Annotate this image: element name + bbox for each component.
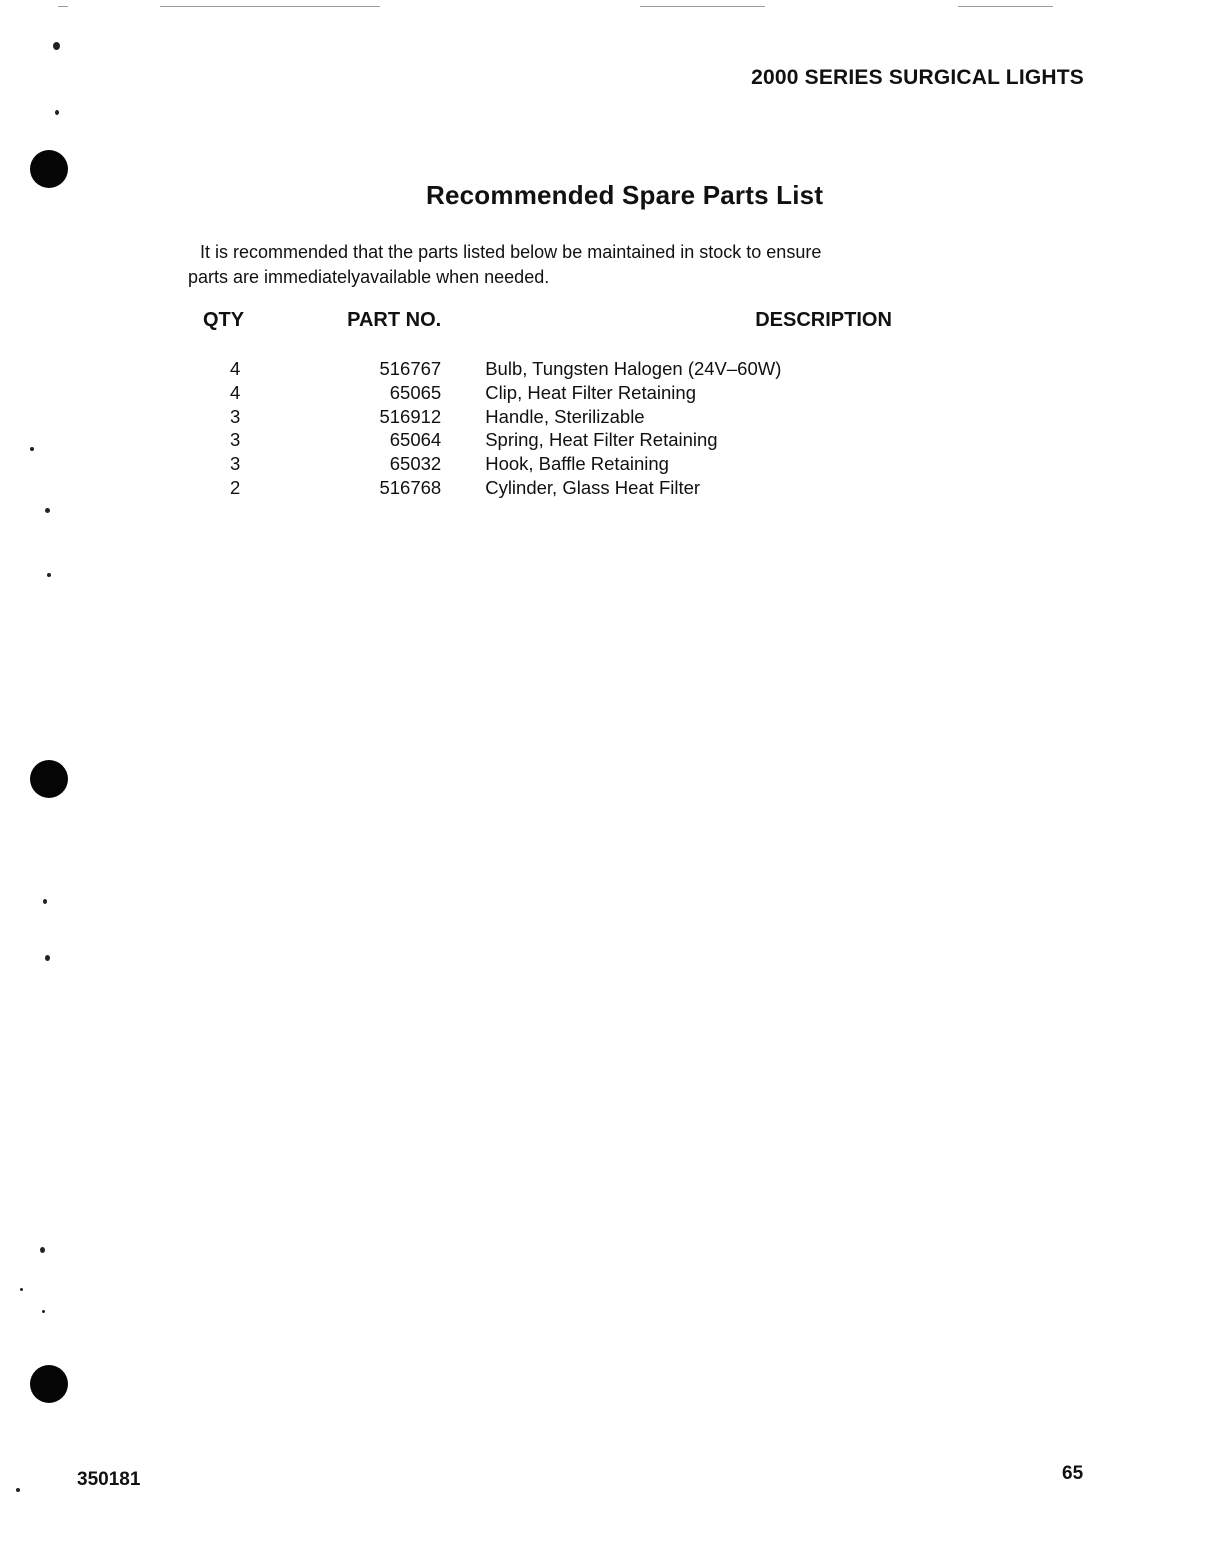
document-number: 350181 [77, 1469, 141, 1490]
column-header-qty: QTY [203, 309, 245, 331]
table-body [195, 339, 892, 500]
part-no-cell: 65032 [389, 453, 442, 475]
column-header-part-no: PART NO. [347, 309, 442, 331]
description-cell: Cylinder, Glass Heat Filter [485, 476, 701, 498]
scan-artifact [58, 6, 68, 7]
page-title: Recommended Spare Parts List [426, 180, 824, 210]
qty-cell: 3 [230, 405, 241, 427]
scan-speck [16, 1488, 20, 1492]
part-no-cell: 516768 [379, 476, 442, 498]
part-no-cell: 65064 [389, 429, 442, 451]
intro-paragraph [188, 240, 928, 290]
scan-speck [45, 955, 50, 961]
description-cell: Spring, Heat Filter Retaining [485, 429, 718, 451]
scan-speck [42, 1310, 45, 1313]
binder-hole [30, 760, 68, 798]
table-row [195, 405, 892, 429]
binder-hole [30, 150, 68, 188]
table-row [195, 452, 892, 476]
table-row [195, 381, 892, 405]
scan-speck [40, 1247, 45, 1253]
qty-cell: 3 [230, 453, 241, 475]
part-no-cell: 516767 [379, 358, 442, 379]
table-header-row [195, 309, 892, 339]
scan-speck [55, 110, 59, 115]
scan-speck [30, 447, 34, 451]
table-row [195, 357, 892, 381]
spacer-row [195, 339, 892, 357]
scan-speck [20, 1288, 23, 1291]
column-header-description: DESCRIPTION [755, 309, 892, 331]
binder-hole [30, 1365, 68, 1403]
qty-cell: 2 [230, 476, 241, 498]
intro-line-2: parts are immediatelyavailable when needed. [188, 267, 550, 287]
page-number: 65 [1062, 1463, 1084, 1484]
description-cell: Handle, Sterilizable [485, 405, 645, 427]
part-no-cell: 65065 [389, 381, 442, 403]
spare-parts-table [195, 309, 892, 500]
scan-speck [45, 508, 50, 513]
table-row [195, 428, 892, 452]
table-row [195, 476, 892, 500]
intro-line-1: It is recommended that the parts listed below be maintained in stock to ensure [200, 242, 822, 262]
scan-artifact [958, 6, 1053, 7]
scan-speck [47, 573, 51, 577]
qty-cell: 3 [230, 429, 241, 451]
description-cell: Clip, Heat Filter Retaining [485, 381, 696, 403]
qty-cell: 4 [230, 381, 241, 403]
qty-cell: 4 [230, 358, 241, 379]
scan-speck [43, 899, 47, 904]
scan-artifact [160, 6, 380, 7]
part-no-cell: 516912 [379, 405, 442, 427]
description-cell: Bulb, Tungsten Halogen (24V–60W) [485, 358, 782, 379]
description-cell: Hook, Baffle Retaining [485, 453, 669, 475]
scan-speck [53, 42, 60, 50]
scan-artifact [640, 6, 765, 7]
series-header: 2000 SERIES SURGICAL LIGHTS [751, 66, 1084, 89]
